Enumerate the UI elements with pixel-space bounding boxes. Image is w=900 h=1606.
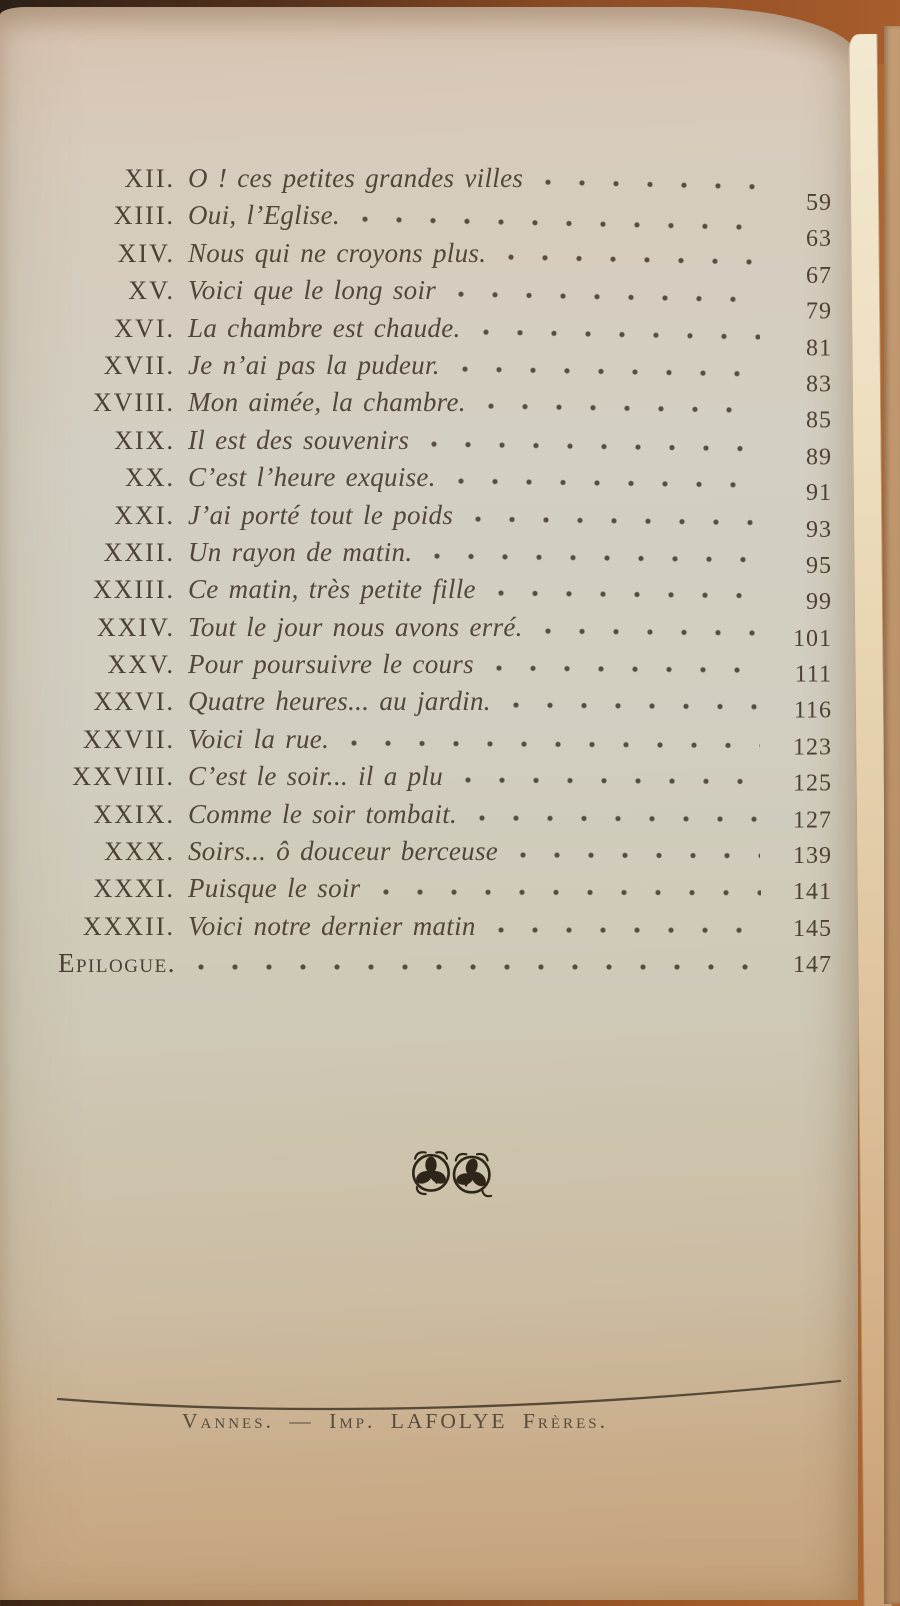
toc-row bbox=[58, 462, 832, 507]
entry-page-number: 85 bbox=[806, 407, 832, 434]
dot-leader bbox=[539, 178, 760, 192]
entry-numeral: XIII. bbox=[113, 201, 175, 231]
toc-row bbox=[58, 799, 832, 836]
entry-numeral: XXI. bbox=[114, 500, 175, 530]
dot-leader bbox=[507, 701, 760, 712]
entry-numeral: XVII. bbox=[103, 350, 175, 380]
toc-row bbox=[58, 686, 832, 723]
dot-leader bbox=[425, 440, 760, 454]
entry-title: O ! ces petites grandes villes bbox=[188, 163, 524, 193]
entry-title: Je n’ai pas la pudeur. bbox=[188, 349, 440, 380]
dot-leader bbox=[476, 328, 760, 342]
entry-page-number: 139 bbox=[793, 843, 832, 870]
entry-page-number: 63 bbox=[806, 226, 832, 253]
book-page bbox=[0, 7, 858, 1600]
entry-page-number: 125 bbox=[793, 770, 832, 797]
entry-numeral: XXXII. bbox=[82, 911, 175, 941]
dot-leader bbox=[492, 926, 760, 935]
book-edge-shadow bbox=[884, 26, 900, 1604]
entry-title: Soirs... ô douceur berceuse bbox=[188, 836, 499, 867]
entry-page-number: 79 bbox=[806, 298, 832, 325]
entry-numeral: XIV. bbox=[117, 238, 175, 268]
printer-imprint: Vannes. — Imp. LAFOLYE Frères. bbox=[182, 1409, 608, 1433]
entry-numeral: XXXI. bbox=[93, 874, 175, 904]
entry-page-number: 111 bbox=[794, 661, 832, 688]
entry-numeral: XII. bbox=[124, 164, 175, 193]
entry-title: Puisque le soir bbox=[188, 873, 361, 904]
entry-page-number: 81 bbox=[806, 335, 832, 362]
entry-title: Oui, l’Eglise. bbox=[188, 200, 340, 231]
dot-leader bbox=[482, 402, 760, 415]
entry-numeral: XXIV. bbox=[96, 612, 175, 642]
entry-title: La chambre est chaude. bbox=[188, 312, 461, 343]
entry-page-number: 95 bbox=[806, 552, 832, 579]
entry-numeral: XXIX. bbox=[93, 799, 175, 829]
entry-title: Voici que le long soir bbox=[188, 275, 437, 306]
entry-page-number: 99 bbox=[806, 589, 832, 616]
dot-leader bbox=[539, 627, 760, 638]
entry-title: C’est le soir... il a plu bbox=[188, 761, 444, 792]
toc-row bbox=[58, 761, 832, 798]
dot-leader bbox=[502, 253, 760, 267]
entry-title: Il est des souvenirs bbox=[188, 424, 410, 455]
entry-page-number: 127 bbox=[793, 806, 832, 833]
entry-numeral: XXVIII. bbox=[72, 762, 175, 792]
entry-title: Un rayon de matin. bbox=[188, 536, 413, 567]
entry-page-number: 67 bbox=[806, 262, 832, 289]
entry-numeral: XXII. bbox=[103, 537, 175, 567]
entry-title: Mon aimée, la chambre. bbox=[188, 387, 466, 418]
entry-page-number: 91 bbox=[806, 480, 832, 507]
toc-row bbox=[58, 836, 832, 873]
entry-title: C’est l’heure exquise. bbox=[188, 462, 436, 493]
toc-row bbox=[58, 349, 832, 398]
entry-numeral: XXX. bbox=[104, 837, 175, 867]
toc-row bbox=[58, 275, 832, 325]
toc-row bbox=[58, 873, 832, 910]
entry-numeral: XVIII. bbox=[92, 388, 175, 418]
entry-page-number: 147 bbox=[793, 952, 832, 979]
entry-page-number: 59 bbox=[806, 190, 832, 216]
dot-leader bbox=[345, 739, 760, 751]
entry-numeral: XV. bbox=[128, 276, 175, 306]
entry-title: Pour poursuivre le cours bbox=[188, 649, 474, 680]
dot-leader bbox=[456, 365, 760, 379]
entry-page-number: 141 bbox=[793, 879, 832, 906]
dot-leader bbox=[356, 215, 760, 232]
epilogue-label: Epilogue. bbox=[58, 948, 177, 979]
entry-page-number: 83 bbox=[806, 371, 832, 398]
entry-page-number: 89 bbox=[806, 444, 832, 471]
dot-leader bbox=[459, 776, 760, 787]
entry-numeral: XX. bbox=[124, 463, 175, 493]
dot-leader bbox=[514, 851, 760, 861]
toc-row bbox=[58, 312, 832, 362]
entry-numeral: XXV. bbox=[107, 650, 175, 680]
toc-row bbox=[58, 611, 832, 652]
toc-row bbox=[58, 237, 832, 289]
entry-page-number: 145 bbox=[793, 915, 832, 942]
entry-numeral: XXVII. bbox=[82, 724, 175, 754]
entry-title: Voici notre dernier matin bbox=[188, 910, 476, 941]
dot-leader bbox=[428, 552, 760, 565]
toc-row-epilogue bbox=[58, 948, 832, 985]
entry-title: Quatre heures... au jardin. bbox=[188, 686, 491, 717]
entry-title: Ce matin, très petite fille bbox=[188, 574, 476, 605]
dot-leader bbox=[452, 290, 760, 305]
toc-row bbox=[58, 499, 832, 543]
entry-title: Voici la rue. bbox=[188, 723, 330, 754]
dot-leader bbox=[192, 963, 760, 972]
entry-page-number: 101 bbox=[793, 625, 832, 652]
entry-page-number: 123 bbox=[793, 734, 832, 761]
toc-row bbox=[58, 911, 832, 948]
entry-page-number: 116 bbox=[793, 698, 832, 725]
toc-row bbox=[58, 724, 832, 761]
toc-row bbox=[58, 424, 832, 471]
dot-leader bbox=[452, 477, 760, 490]
entry-title: J’ai porté tout le poids bbox=[188, 499, 454, 530]
dot-leader bbox=[376, 888, 760, 898]
toc-row bbox=[58, 574, 832, 616]
entry-numeral: XIX. bbox=[114, 425, 175, 455]
entry-title: Nous qui ne croyons plus. bbox=[188, 237, 487, 268]
double-fleuron-icon bbox=[408, 1141, 500, 1203]
entry-title: Tout le jour nous avons erré. bbox=[188, 611, 523, 642]
entry-numeral: XXIII. bbox=[92, 575, 175, 605]
entry-page-number: 93 bbox=[806, 516, 832, 543]
entry-title: Comme le soir tombait. bbox=[188, 798, 458, 829]
printer-ornament bbox=[408, 1141, 500, 1203]
toc-row bbox=[58, 536, 832, 579]
dot-leader bbox=[469, 515, 760, 528]
entry-numeral: XXVI. bbox=[93, 687, 175, 717]
entry-numeral: XVI. bbox=[114, 313, 175, 343]
toc-row bbox=[58, 387, 832, 434]
dot-leader bbox=[492, 589, 760, 601]
dot-leader bbox=[473, 814, 760, 824]
toc-row bbox=[58, 649, 832, 686]
toc-list bbox=[58, 163, 832, 986]
dot-leader bbox=[490, 664, 760, 675]
